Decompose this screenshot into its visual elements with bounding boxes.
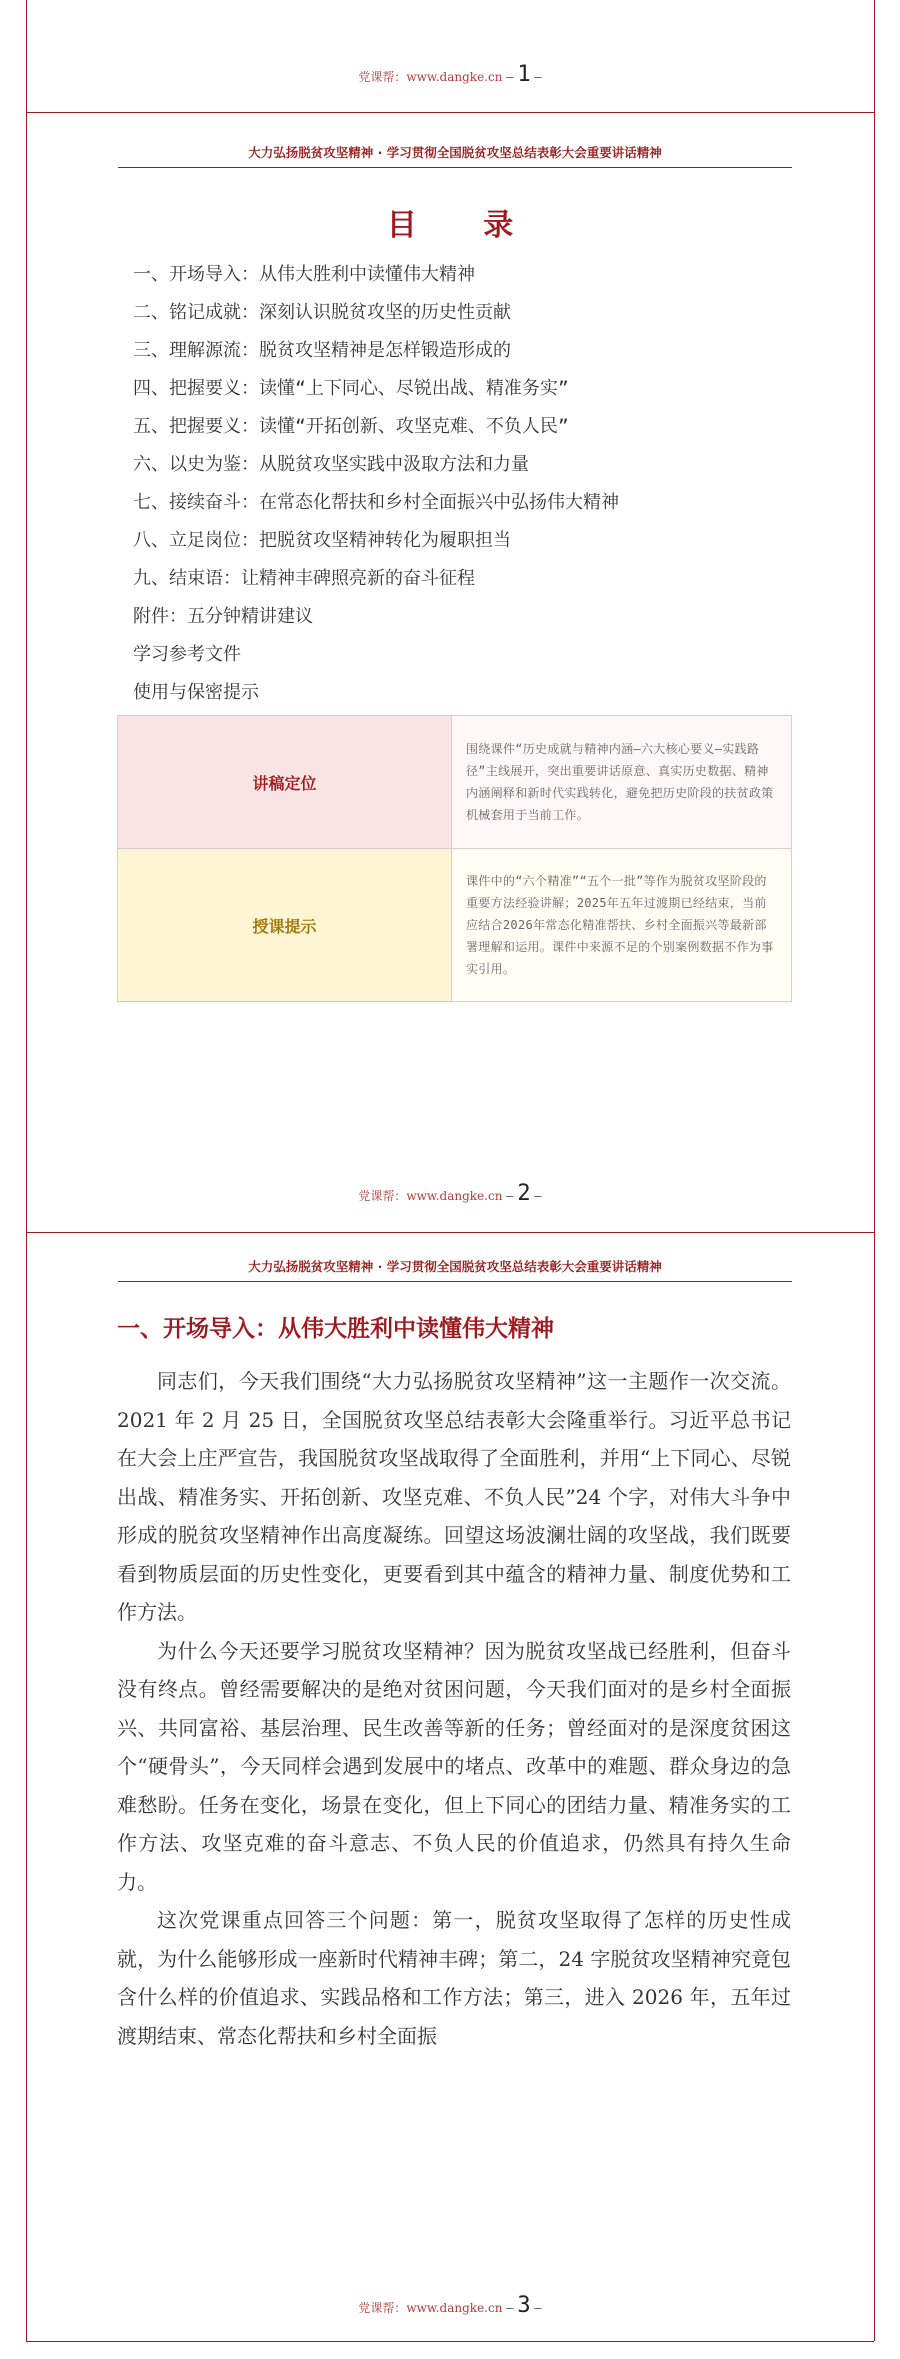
info-text: 围绕课件“历史成就与精神内涵—六大核心要义—实践路径”主线展开，突出重要讲话原意、真实历史数据、精神内涵阐释和新时代实践转化，避免把历史阶段的扶贫政策机械套用于当前工作。 [452, 716, 792, 849]
footer-site: 党课帮：www.dangke.cn [358, 1189, 503, 1203]
table-of-contents [133, 256, 619, 712]
toc-item: 一、开场导入：从伟大胜利中读懂伟大精神 [133, 264, 475, 285]
page-footer-2 [0, 1181, 900, 1206]
toc-item: 八、立足岗位：把脱贫攻坚精神转化为履职担当 [133, 530, 511, 551]
info-row-positioning [118, 716, 792, 849]
footer-dash: — [506, 70, 514, 84]
paragraph: 为什么今天还要学习脱贫攻坚精神？因为脱贫攻坚战已经胜利，但奋斗没有终点。曾经需要解决的是绝对贫困问题，今天我们面对的是乡村全面振兴、共同富裕、基层治理、民生改善等新的任务；曾经面对的是深度贫困这个“硬骨头”，今天同样会遇到发展中的堵点、改革中的难题、群众身边的急难愁盼。任务在变化，场景在变化，但上下同心的团结力量、精准务实的工作方法、攻坚克难的奋斗意志、不负人民的价值追求，仍然具有持久生命力。 [117, 1638, 791, 1894]
paragraph: 这次党课重点回答三个问题：第一，脱贫攻坚取得了怎样的历史性成就，为什么能够形成一座新时代精神丰碑；第二，24 字脱贫攻坚精神究竟包含什么样的价值追求、实践品格和工作方法；第三，进入 2026 年，五年过渡期结束、常态化帮扶和乡村全面振 [117, 1908, 791, 2048]
lecture-info-table [117, 715, 792, 1002]
running-header: 大力弘扬脱贫攻坚精神 · 学习贯彻全国脱贫攻坚总结表彰大会重要讲话精神 [118, 143, 792, 168]
page-footer-3 [0, 2293, 900, 2318]
info-label: 讲稿定位 [118, 716, 452, 849]
toc-item: 九、结束语：让精神丰碑照亮新的奋斗征程 [133, 568, 475, 589]
footer-site: 党课帮：www.dangke.cn [358, 2301, 503, 2315]
footer-dash: — [506, 1189, 514, 1203]
page-number: 2 [517, 1181, 531, 1206]
page-footer-1 [0, 62, 900, 87]
toc-item: 学习参考文件 [133, 644, 241, 665]
info-row-teaching-tips [118, 849, 792, 1002]
section-title: 一、开场导入：从伟大胜利中读懂伟大精神 [117, 1316, 554, 1342]
toc-title: 目 录 [386, 208, 542, 243]
page-number: 1 [517, 62, 531, 87]
page-number: 3 [517, 2293, 531, 2318]
toc-item: 六、以史为鉴：从脱贫攻坚实践中汲取方法和力量 [133, 454, 529, 475]
toc-item: 二、铭记成就：深刻认识脱贫攻坚的历史性贡献 [133, 302, 511, 323]
info-text: 课件中的“六个精准”“五个一批”等作为脱贫攻坚阶段的重要方法经验讲解；2025年五年过渡期已经结束，当前应结合2026年常态化精准帮扶、乡村全面振兴等最新部署理解和运用。课件中来源不足的个别案例数据不作为事实引用。 [452, 849, 792, 1002]
toc-item: 五、把握要义：读懂“开拓创新、攻坚克难、不负人民” [133, 416, 569, 437]
footer-site: 党课帮：www.dangke.cn [358, 70, 503, 84]
toc-item: 三、理解源流：脱贫攻坚精神是怎样锻造形成的 [133, 340, 511, 361]
toc-item: 附件：五分钟精讲建议 [133, 606, 313, 627]
footer-dash: — [534, 1189, 542, 1203]
page-frame-top [26, 0, 875, 112]
toc-item: 使用与保密提示 [133, 682, 259, 703]
toc-item: 七、接续奋斗：在常态化帮扶和乡村全面振兴中弘扬伟大精神 [133, 492, 619, 513]
section-body [117, 1362, 791, 2055]
info-label: 授课提示 [118, 849, 452, 1002]
running-header: 大力弘扬脱贫攻坚精神 · 学习贯彻全国脱贫攻坚总结表彰大会重要讲话精神 [118, 1257, 792, 1282]
toc-item: 四、把握要义：读懂“上下同心、尽锐出战、精准务实” [133, 378, 569, 399]
footer-dash: — [534, 70, 542, 84]
paragraph: 同志们，今天我们围绕“大力弘扬脱贫攻坚精神”这一主题作一次交流。2021 年 2 月 25 日，全国脱贫攻坚总结表彰大会隆重举行。习近平总书记在大会上庄严宣告，我国脱贫攻坚战取得了全面胜利，并用“上下同心、尽锐出战、精准务实、开拓创新、攻坚克难、不负人民”24 个字，对伟大斗争中形成的脱贫攻坚精神作出高度凝练。回望这场波澜壮阔的攻坚战，我们既要看到物质层面的历史性变化，更要看到其中蕴含的精神力量、制度优势和工作方法。 [117, 1369, 791, 1624]
footer-dash: — [534, 2301, 542, 2315]
page-bottom-edge [26, 2341, 874, 2342]
footer-dash: — [506, 2301, 514, 2315]
